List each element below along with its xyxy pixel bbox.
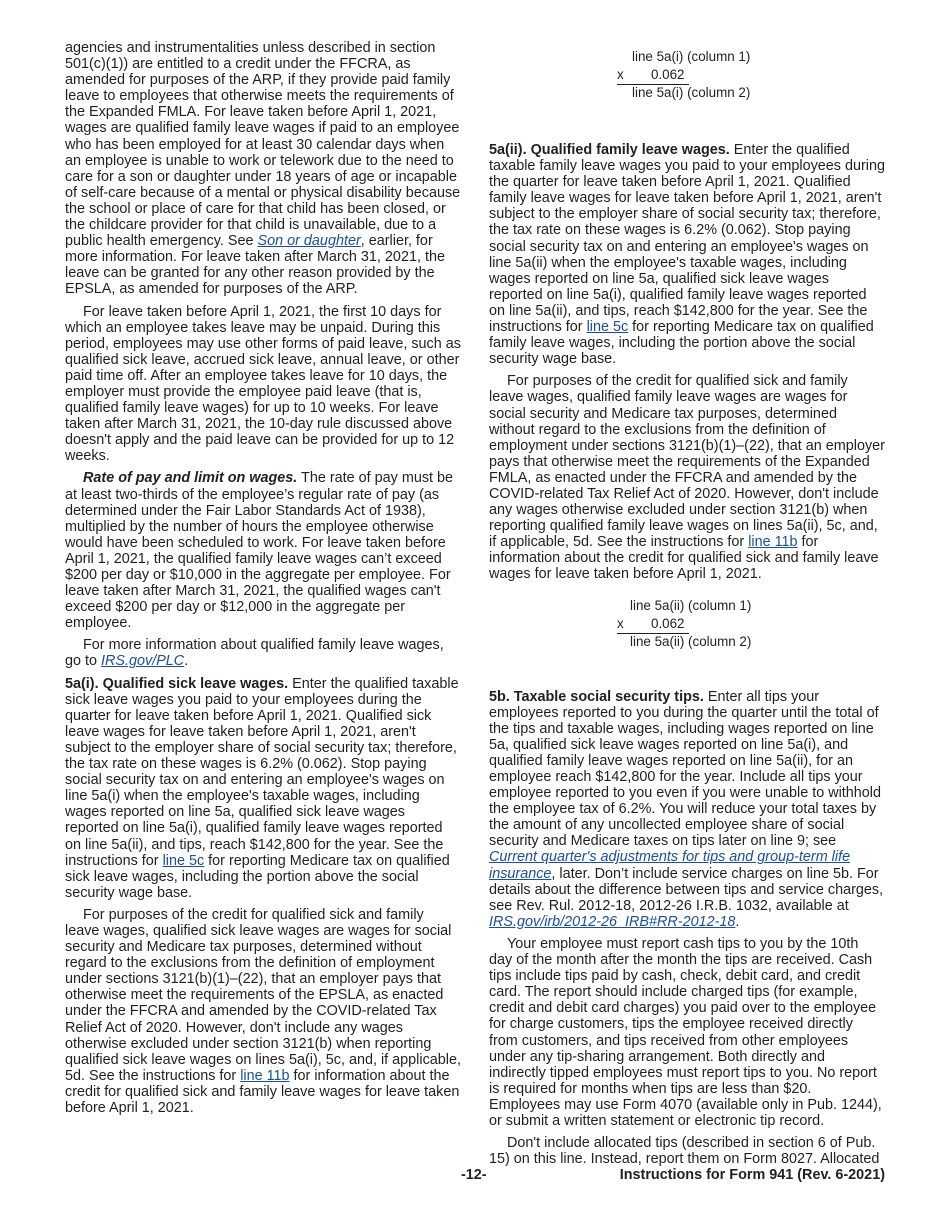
- section-5ai-heading: 5a(i). Qualified sick leave wages.: [65, 675, 289, 692]
- left-column: [65, 40, 461, 1122]
- paragraph-rate-of-pay: Rate of pay and limit on wages. The rate of pay must be at least two-thirds of the employee’s regular rate of pay (as determined under the Fair Labor Standards Act of 1938), multiplied by the number of hours the employee otherwise would have been scheduled to work. For leave taken before April 1, 2021, the qualified family leave wages can’t exceed $200 per day or $10,000 in the aggregate per employee. For leave taken after March 31, 2021, the qualified wages can't exceed $200 per day or $12,000 in the aggregate per employee.: [65, 470, 454, 632]
- paragraph-family-leave-credit: For purposes of the credit for qualified sick and family leave wages, qualified family leave wages are wages for social security and Medicare tax purposes, determined without regard to the exclusions from the definition of employment under sections 3121(b)(1)–(22), that an employer pays that otherwise meet the requirements of the Expanded FMLA, as enacted under the FFCRA and amended by the COVID-related Tax Relief Act of 2020. However, don't include any wages otherwise excluded under section 3121(b) when reporting qualified family leave wages on lines 5a(ii), 5c, and, if applicable, 5d. See the instructions for line 11b for information about the credit for qualified sick and family leave wages for leave taken before April 1, 2021.: [489, 373, 885, 583]
- line-11b-link[interactable]: line 11b: [240, 1067, 290, 1084]
- footer-form-title: Instructions for Form 941 (Rev. 6-2021): [619, 1167, 885, 1183]
- calc-line-2: x 0.062: [617, 615, 685, 631]
- calc-line-1: line 5a(ii) (column 1): [630, 597, 752, 613]
- line-5c-link[interactable]: line 5c: [586, 319, 629, 336]
- calc-5aii: [617, 597, 885, 651]
- paragraph-5b-tips: 5b. Taxable social security tips. Enter all tips your employees reported to you during the quarter until the total of the tips and taxable wages, including wages reported on line 5a, qualified sick leave wages reported on line 5a(i), and qualified family leave wages reported on line 5a(ii), for an employee reach $142,800 for the year. Include all tips your employee reported to you even if you were unable to withhold the employee tax of 6.2%. You will reduce your total taxes by the amount of any uncollected employee share of social security and Medicare taxes on tips later on line 9; see Current quarter's adjustments for tips and group-term life insurance, later. Don’t include service charges on line 5b. For details about the difference between tips and service charges, see Rev. Rul. 2012-18, 2012-26 I.R.B. 1032, available at IRS.gov/irb/2012-26_IRB#RR-2012-18.: [489, 688, 884, 930]
- calc-5ai: [617, 48, 885, 102]
- calc-line-3: line 5a(i) (column 2): [632, 85, 751, 100]
- calc-line-1: line 5a(i) (column 1): [632, 49, 751, 64]
- paragraph-sick-leave-credit: For purposes of the credit for qualified sick and family leave wages, qualified sick leave wages are wages for social security and Medicare tax purposes, determined without regard to the exclusions from the definition of employment under sections 3121(b)(1)–(22), that an employer pays that otherwise meet the requirements of the EPSLA, as enacted under the FFCRA and amended by the COVID-related Tax Relief Act of 2020. However, don't include any wages otherwise excluded under section 3121(b) when reporting qualified sick leave wages on lines 5a(i), 5c, and, if applicable, 5d. See the instructions for line 11b for information about the credit for qualified sick and family leave wages for leave taken before April 1, 2021.: [65, 906, 461, 1116]
- right-column: [489, 40, 885, 1173]
- section-5b-heading: 5b. Taxable social security tips.: [489, 688, 704, 705]
- page-number: -12-: [461, 1167, 487, 1183]
- paragraph-5aii-family-leave: 5a(ii). Qualified family leave wages. Enter the qualified taxable family leave wages you paid to your employees during the quarter for leave taken before April 1, 2021. Qualified family leave wages for leave taken before April 1, 2021, aren't subject to the employer share of social security tax; therefore, the tax rate on these wages is 6.2% (0.062). Stop paying social security tax on and entering an employee's wages on line 5a(ii) when the employee's taxable wages, including wages reported on line 5a, qualified sick leave wages reported on line 5a(i), qualified family leave wages reported on line 5a(ii), and tips, reach $142,800 for the year. See the instructions for line 5c for reporting Medicare tax on qualified family leave wages, including the portion above the social security wage base.: [489, 142, 885, 368]
- line-5c-link[interactable]: line 5c: [162, 852, 205, 869]
- paragraph-cash-tips: Your employee must report cash tips to you by the 10th day of the month after the month the tips are received. Cash tips include tips paid by cash, check, debit card, and credit card. The report should include charged tips (for example, credit and debit card charges) you paid over to the employee for charge customers, tips the employee received directly from customers, and tips received from other employees under any tip-sharing arrangement. Both directly and indirectly tipped employees must report tips to you. No report is required for months when tips are less than $20. Employees may use Form 4070 (available only in Pub. 1244), or submit a written statement or electronic tip record.: [489, 935, 882, 1129]
- son-or-daughter-link[interactable]: Son or daughter: [257, 233, 361, 250]
- section-5aii-heading: 5a(ii). Qualified family leave wages.: [489, 142, 730, 158]
- paragraph-more-info: For more information about qualified family leave wages, go to IRS.gov/PLC.: [65, 637, 444, 670]
- paragraph-5ai-sick-leave: 5a(i). Qualified sick leave wages. Enter the qualified taxable sick leave wages you paid to your employees during the quarter for leave taken before April 1, 2021. Qualified sick leave wages for leave taken before April 1, 2021, aren't subject to the employer share of social security tax; therefore, the tax rate on these wages is 6.2% (0.062). Stop paying social security tax on and entering an employee's wages on line 5a(i) when the employee's taxable wages, including wages reported on line 5a, qualified sick leave wages reported on line 5a(i), qualified family leave wages reported on line 5a(ii), and tips, reach $142,800 for the year. See the instructions for line 5c for reporting Medicare tax on qualified sick leave wages, including the portion above the social security wage base.: [65, 675, 459, 901]
- irs-plc-link[interactable]: IRS.gov/PLC: [101, 653, 185, 670]
- paragraph-first-10-days: For leave taken before April 1, 2021, the first 10 days for which an employee takes leave may be unpaid. During this period, employees may use other forms of paid leave, such as qualified sick leave, accrued sick leave, annual leave, or other paid time off. After an employee takes leave for 10 days, the employer must provide the employee paid leave (that is, qualified family leave wages) for up to 10 weeks. For leave taken after March 31, 2021, the 10-day rule discussed above doesn't apply and the paid leave can be provided for up to 12 weeks.: [65, 303, 461, 465]
- rev-rul-link[interactable]: IRS.gov/irb/2012-26_IRB#RR-2012-18: [489, 913, 736, 930]
- rate-of-pay-heading: Rate of pay and limit on wages.: [83, 470, 298, 487]
- paragraph-allocated-tips: Don't include allocated tips (described in section 6 of Pub. 15) on this line. Instead, report them on Form 8027. Allocated: [489, 1135, 880, 1168]
- calc-line-2: x 0.062: [617, 67, 685, 82]
- tips-adjustments-link[interactable]: Current quarter's adjustments for tips and group-term life insurance: [489, 849, 851, 882]
- paragraph-family-leave-eligibility: agencies and instrumentalities unless described in section 501(c)(1)) are entitled to a credit under the FFCRA, as amended for purposes of the ARP, if they provide paid family leave to employees that otherwise meets the requirements of the Expanded FMLA. For leave taken before April 1, 2021, wages are qualified family leave wages if paid to an employee who has been employed for at least 30 calendar days when an employee is unable to work or telework due to the need to care for a son or daughter under 18 years of age or incapable of self-care because of a mental or physical disability because the school or place of care for that child has been closed, or the childcare provider for that child is unavailable, due to a public health emergency. See Son or daughter, earlier, for more information. For leave taken after March 31, 2021, the leave can be granted for any other reason provided by the EPSLA, as amended for purposes of the ARP.: [65, 40, 461, 298]
- calc-line-3: line 5a(ii) (column 2): [630, 633, 752, 649]
- line-11b-link[interactable]: line 11b: [748, 534, 798, 551]
